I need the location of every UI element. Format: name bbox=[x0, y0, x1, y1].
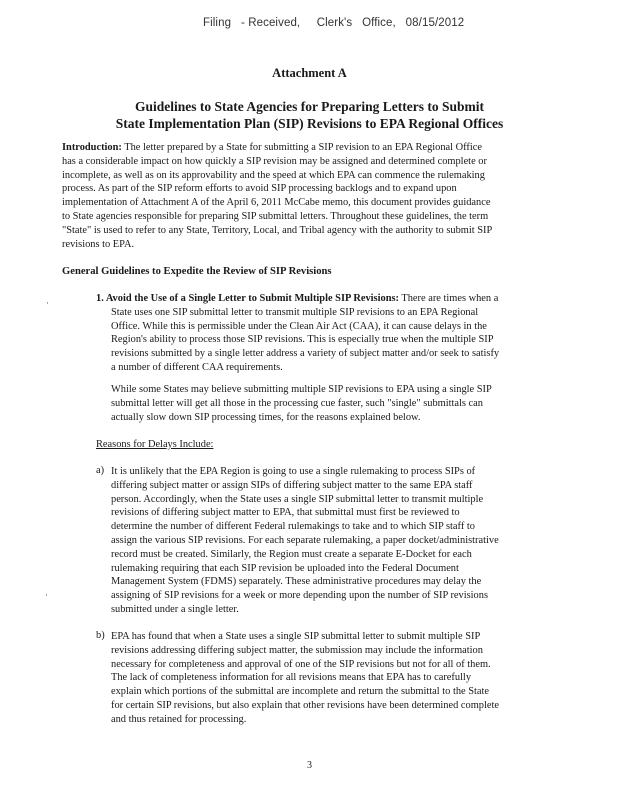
intro-line: process. As part of the SIP reform efforts to avoid SIP processing backlogs and to expand upon bbox=[62, 183, 457, 195]
attachment-label: Attachment A bbox=[272, 66, 347, 80]
reason-a-line: record must be created. Similarly, the Region must create a separate E-Docket for each bbox=[111, 548, 472, 560]
intro-line: implementation of Attachment A of the April 6, 2011 McCabe memo, this document provides guidance bbox=[62, 197, 491, 209]
item-1-paragraph-2 bbox=[111, 383, 492, 424]
item-1-line: a number of different CAA requirements. bbox=[111, 361, 283, 373]
section-heading: General Guidelines to Expedite the Review of SIP Revisions bbox=[62, 266, 332, 277]
reason-a-line: Management System (FDMS) separately. These administrative procedures may delay the bbox=[111, 576, 482, 588]
item-1-p2-line: While some States may believe submitting multiple SIP revisions to EPA using a single SIP bbox=[111, 384, 492, 395]
reason-a-line: differing subject matter or assign SIPs of differing subject matter to the same EPA staff bbox=[111, 479, 473, 491]
intro-label: Introduction: bbox=[62, 142, 122, 153]
intro-line: incomplete, as well as on its approvability and the speed at which EPA can commence the rulemaking bbox=[62, 169, 485, 181]
item-1-line: revisions submitted by a single letter address a variety of subject matter and/or seek to satisfy bbox=[111, 348, 500, 360]
item-1-line: State uses one SIP submittal letter to transmit multiple SIP revisions to an EPA Regional bbox=[111, 306, 479, 318]
intro-line: "State" is used to refer to any State, Territory, Local, and Tribal agency with the authority to submit SIP bbox=[62, 224, 493, 236]
item-1-line: Region's ability to process those SIP revisions. This is especially true when the multiple SIP bbox=[111, 334, 494, 346]
item-1 bbox=[96, 292, 498, 306]
reason-b-paragraph bbox=[111, 630, 499, 727]
title-line: Guidelines to State Agencies for Preparing Letters to Submit bbox=[135, 99, 484, 114]
reason-a-line: It is unlikely that the EPA Region is going to use a single rulemaking to process SIPs of bbox=[111, 466, 476, 477]
reason-a-marker: a) bbox=[96, 465, 105, 476]
intro-text: The letter prepared by a State for submitting a SIP revision to an EPA Regional Office bbox=[121, 142, 482, 153]
filing-stamp: Filing - Received, Clerk's Office, 08/15/2012 bbox=[203, 17, 465, 29]
reason-a-line: submitted under a single letter. bbox=[111, 603, 239, 615]
scan-mark: · bbox=[45, 590, 48, 600]
intro-line: has a considerable impact on how quickly a SIP revision may be assigned and determined complete or bbox=[62, 155, 487, 167]
reason-b-line: revisions addressing differing subject matter, the submission may include the information bbox=[111, 644, 483, 656]
item-1-text: There are times when a bbox=[398, 293, 499, 304]
reason-a-line: revisions of differing subject matter to EPA, that submittal must first be reviewed to bbox=[111, 507, 460, 519]
item-1-p2-line: submittal letter will get all those in the processing cue faster, such "single" submittals can bbox=[111, 397, 483, 409]
reason-b-marker: b) bbox=[96, 630, 105, 641]
document-title bbox=[0, 98, 619, 132]
reason-b-line: necessary for completeness and approval of one of the SIP revisions but not for all of them. bbox=[111, 658, 491, 670]
reason-a-line: assign the various SIP revisions. For each separate rulemaking, a paper docket/administrative bbox=[111, 534, 499, 546]
reasons-heading: Reasons for Delays Include: bbox=[96, 439, 214, 450]
reason-a-line: determine the number of different Federal rulemakings to take and to which SIP staff to bbox=[111, 521, 475, 533]
reason-b-line: explain which portions of the submittal are incomplete and return the submittal to the State bbox=[111, 686, 490, 698]
reason-b-line: for certain SIP revisions, but also explain that other revisions have been determined complete bbox=[111, 699, 499, 711]
item-1-line: Office. While this is permissible under the Clean Air Act (CAA), it can cause delays in the bbox=[111, 320, 487, 332]
reason-a-line: person. Accordingly, when the State uses a single SIP submittal letter to transmit multiple bbox=[111, 493, 484, 505]
reason-b-line: The lack of completeness information for all revisions means that EPA has to carefully bbox=[111, 672, 472, 684]
item-1-body bbox=[111, 306, 499, 375]
intro-line: revisions to EPA. bbox=[62, 238, 135, 250]
intro-first-line bbox=[62, 141, 492, 155]
reason-b-line: and thus retained for processing. bbox=[111, 713, 247, 725]
reason-a-paragraph bbox=[111, 465, 499, 617]
item-1-first-line bbox=[96, 292, 498, 306]
reason-a-line: rulemaking requiring that each SIP revision be uploaded into the Federal Document bbox=[111, 562, 459, 574]
reason-a-line: assigning of SIP revisions for a week or more depending upon the number of SIP revisions bbox=[111, 590, 488, 602]
item-1-label: 1. Avoid the Use of a Single Letter to Submit Multiple SIP Revisions: bbox=[96, 293, 399, 304]
item-1-p2-line: actually slow down SIP processing times, for the reasons explained below. bbox=[111, 411, 421, 423]
scan-mark: · bbox=[46, 298, 49, 308]
reason-b-line: EPA has found that when a State uses a single SIP submittal letter to submit multiple SIP bbox=[111, 631, 481, 642]
page-number: 3 bbox=[307, 760, 312, 771]
intro-paragraph bbox=[62, 141, 492, 251]
intro-line: to State agencies responsible for preparing SIP submittal letters. Throughout these guidelines, the term bbox=[62, 210, 489, 222]
title-line: State Implementation Plan (SIP) Revisions to EPA Regional Offices bbox=[115, 116, 504, 131]
